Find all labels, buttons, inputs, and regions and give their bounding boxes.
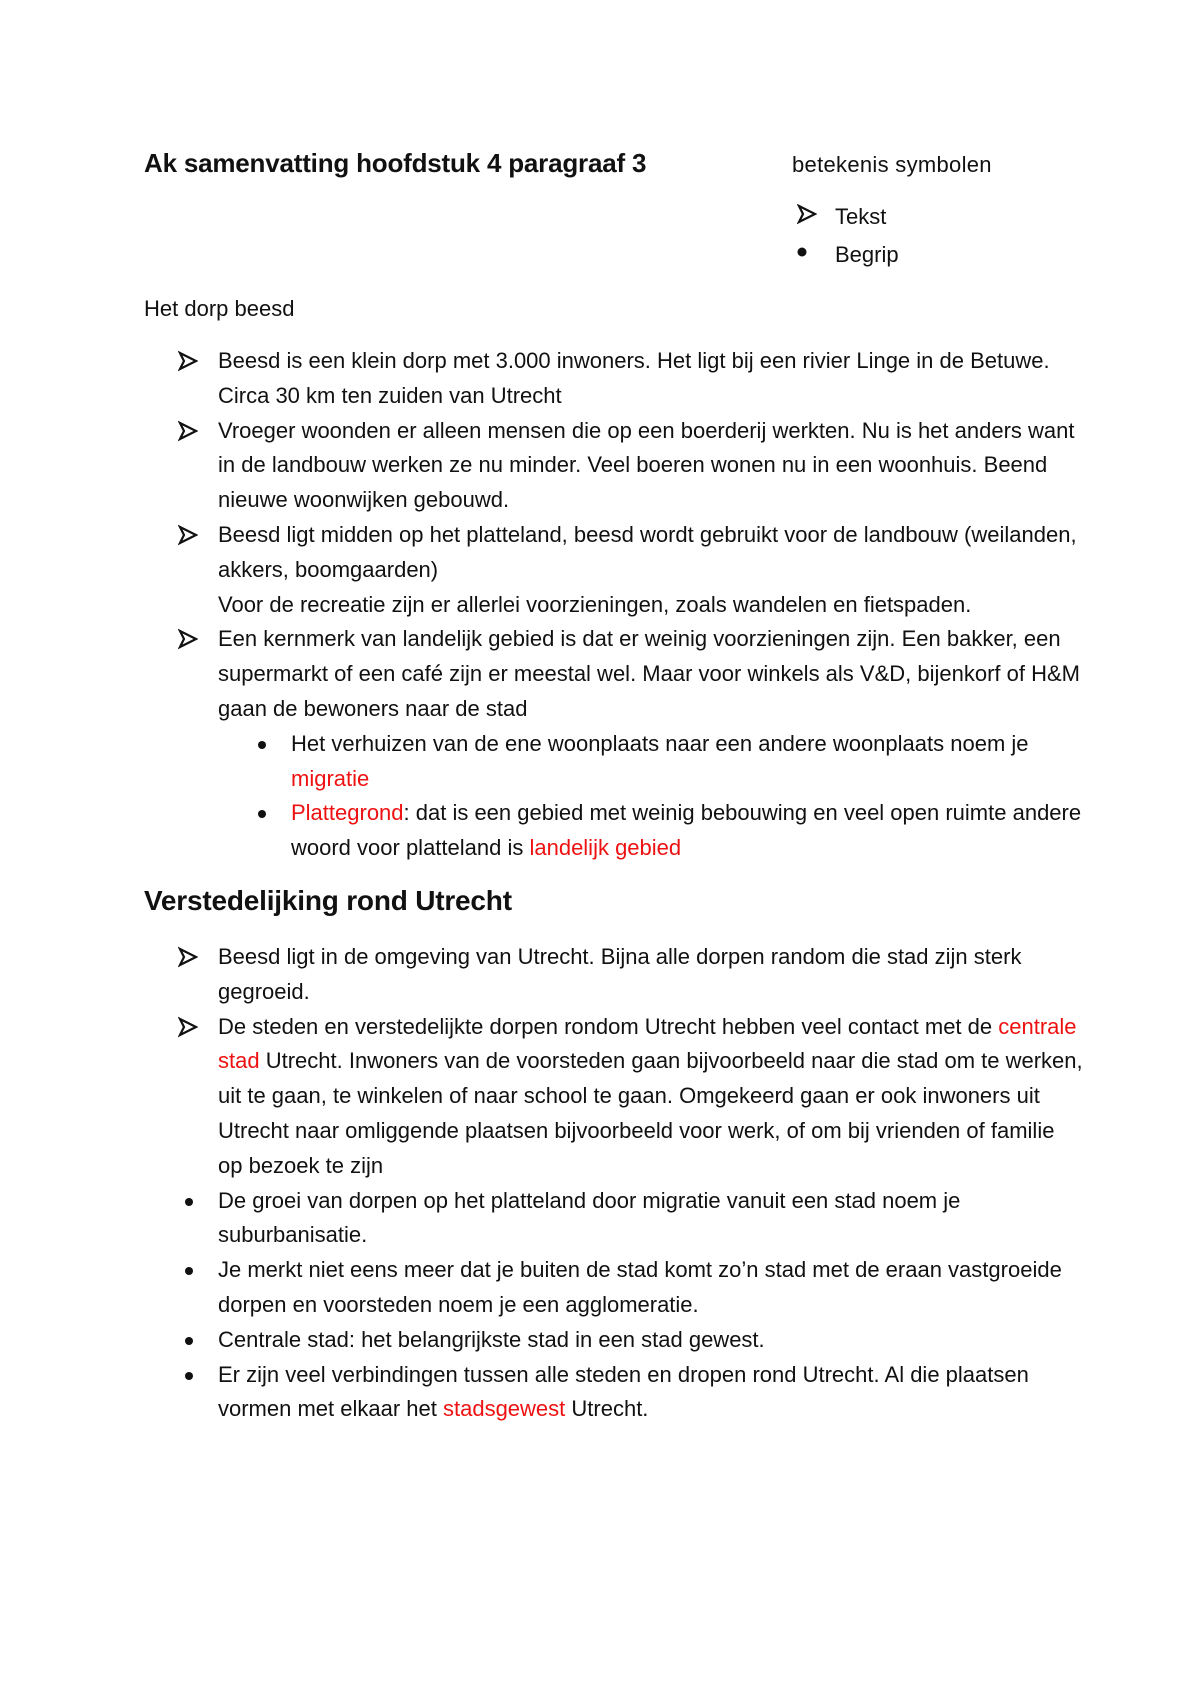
list-item [144, 1010, 1084, 1184]
list-item-text: Utrecht. Inwoners van de voorsteden gaan bijvoorbeeld naar die stad om te werken, uit te gaan, te winkelen of naar school te gaan. Omgekeerd gaan er ook inwoners uit Utrecht naar omliggende plaatsen bijvoorbeeld voor werk, of om bij vrienden of familie op bezoek te zijn [218, 1048, 1083, 1178]
list-item [144, 1323, 1084, 1358]
arrow-icon [178, 518, 200, 552]
list-item-text: Je merkt niet eens meer dat je buiten de stad komt zo’n stad met de eraan vastgroeide dorpen en voorsteden noem je een agglomeratie. [218, 1257, 1062, 1317]
list-item-text: : dat is een gebied met weinig bebouwing en veel open ruimte andere woord voor platteland is [291, 800, 1082, 861]
list-item [144, 518, 1084, 622]
bullet-icon [185, 1198, 193, 1206]
term-highlight: migratie [291, 765, 370, 791]
list-item [144, 344, 1084, 414]
section-heading: Verstedelijking rond Utrecht [144, 885, 512, 916]
list-item-text: Het verhuizen van de ene woonplaats naar een andere woonplaats noem je [291, 730, 1029, 756]
bullet-icon [258, 810, 266, 818]
list-item-text: Centrale stad: het belangrijkste stad in een stad gewest. [218, 1326, 765, 1352]
document-title: Ak samenvatting hoofdstuk 4 paragraaf 3 [144, 148, 647, 178]
section-label: Het dorp beesd [144, 296, 295, 321]
list-item [144, 1358, 1084, 1428]
list-item [144, 796, 1084, 866]
legend-label: Begrip [835, 242, 899, 267]
symbol-legend [792, 152, 992, 274]
list-item [144, 1184, 1084, 1254]
arrow-icon [178, 622, 200, 656]
term-highlight: landelijk gebied [529, 835, 682, 861]
arrow-icon [178, 344, 200, 378]
legend-item-begrip [792, 236, 992, 274]
legend-label: Tekst [835, 204, 887, 229]
bullet-icon [185, 1372, 193, 1380]
bullet-icon [185, 1267, 193, 1275]
term-highlight: stadsgewest [442, 1396, 566, 1422]
list-item-text: Utrecht. [565, 1396, 649, 1422]
arrow-icon [178, 1010, 200, 1044]
list-item-text: Vroeger woonden er alleen mensen die op een boerderij werkten. Nu is het anders want in de landbouw werken ze nu minder. Veel boeren wonen nu in een woonhuis. Beend nieuwe woonwijken gebouwd. [218, 417, 1075, 513]
bullet-icon [258, 741, 266, 749]
list-item [144, 1253, 1084, 1323]
list-item [144, 940, 1084, 1010]
list-item [144, 622, 1084, 726]
arrow-icon [178, 940, 200, 974]
list-item [144, 727, 1084, 797]
list-item-text: Voor de recreatie zijn er allerlei voorzieningen, zoals wandelen en fietspaden. [218, 591, 972, 617]
legend-item-text [792, 198, 992, 236]
list-item-text: Er zijn veel verbindingen tussen alle steden en dropen rond Utrecht. Al die plaatsen vormen met elkaar het [218, 1361, 1029, 1422]
list-item [144, 414, 1084, 518]
section2-list [144, 940, 1084, 1427]
term-highlight: centrale stad [218, 1013, 1077, 1074]
arrow-icon [178, 414, 200, 448]
bullet-icon [797, 242, 835, 268]
arrow-icon [797, 204, 835, 230]
term-highlight: Plattegrond [291, 800, 404, 826]
list-item-text: Beesd ligt midden op het platteland, beesd wordt gebruikt voor de landbouw (weilanden, akkers, boomgaarden) [218, 521, 1077, 582]
legend-title: betekenis symbolen [792, 152, 992, 177]
list-item-text: Een kernmerk van landelijk gebied is dat er weinig voorzieningen zijn. Een bakker, een supermarkt of een café zijn er meestal wel. Maar voor winkels als V&D, bijenkorf of H&M gaan de bewoners naar de stad [218, 626, 1080, 721]
list-item-text: De steden en verstedelijkte dorpen rondom Utrecht hebben veel contact met de [218, 1013, 999, 1039]
section1-list [144, 344, 1084, 866]
list-item-text: De groei van dorpen op het platteland door migratie vanuit een stad noem je suburbanisatie. [218, 1187, 961, 1248]
list-item-text: Beesd ligt in de omgeving van Utrecht. Bijna alle dorpen random die stad zijn sterk gegroeid. [218, 944, 1022, 1004]
bullet-icon [185, 1337, 193, 1345]
list-item-text: Beesd is een klein dorp met 3.000 inwoners. Het ligt bij een rivier Linge in de Betuwe. Circa 30 km ten zuiden van Utrecht [218, 348, 1050, 408]
